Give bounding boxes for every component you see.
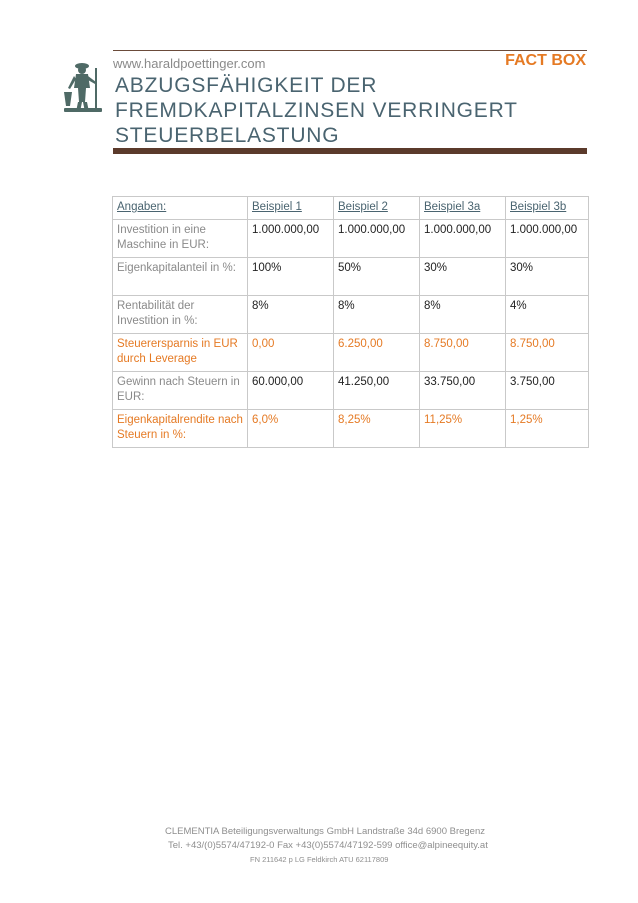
table-cell: 1.000.000,00 (420, 220, 506, 258)
table-cell: 1.000.000,00 (334, 220, 420, 258)
table-cell: 8% (420, 296, 506, 334)
table-cell: 8,25% (334, 410, 420, 448)
table-cell: 30% (506, 258, 589, 296)
table-cell: 6,0% (248, 410, 334, 448)
website-link[interactable]: www.haraldpoettinger.com (113, 56, 266, 71)
table-cell: 3.750,00 (506, 372, 589, 410)
table-cell: 8% (248, 296, 334, 334)
title-underline-bar (113, 148, 587, 154)
column-header-angaben: Angaben: (113, 197, 248, 220)
table-cell: 1.000.000,00 (506, 220, 589, 258)
column-header-beispiel-1: Beispiel 1 (248, 197, 334, 220)
table-cell: 6.250,00 (334, 334, 420, 372)
table-cell: 50% (334, 258, 420, 296)
table-cell: 33.750,00 (420, 372, 506, 410)
page-title (115, 73, 585, 148)
table-cell: 8.750,00 (506, 334, 589, 372)
row-label: Rentabilität der Investition in %: (113, 296, 248, 334)
title-line-3: STEUERBELASTUNG (115, 124, 340, 147)
row-label: Investition in eine Maschine in EUR: (113, 220, 248, 258)
row-label: Gewinn nach Steuern in EUR: (113, 372, 248, 410)
footer-contact: Tel. +43/(0)5574/47192-0 Fax +43(0)5574/47192-599 office@alpineequity.at (168, 840, 488, 851)
table-row-rentabilitaet (113, 296, 589, 334)
table-row-investition (113, 220, 589, 258)
table-row-eigenkapitalrendite (113, 410, 589, 448)
table-cell: 1.000.000,00 (248, 220, 334, 258)
table-cell: 11,25% (420, 410, 506, 448)
table-cell: 0,00 (248, 334, 334, 372)
row-label: Eigenkapitalanteil in %: (113, 258, 248, 296)
table-cell: 4% (506, 296, 589, 334)
fact-box-badge: FACT BOX (505, 52, 586, 69)
column-header-beispiel-3b: Beispiel 3b (506, 197, 589, 220)
footer-company-address: CLEMENTIA Beteiligungsverwaltungs GmbH Landstraße 34d 6900 Bregenz (165, 826, 486, 837)
table-header-row (113, 197, 589, 220)
title-line-1: ABZUGSFÄHIGKEIT DER (115, 74, 378, 97)
column-header-beispiel-2: Beispiel 2 (334, 197, 420, 220)
table-row-gewinn (113, 372, 589, 410)
table-cell: 8.750,00 (420, 334, 506, 372)
column-header-beispiel-3a: Beispiel 3a (420, 197, 506, 220)
table-row-steuerersparnis (113, 334, 589, 372)
header-rule (113, 50, 587, 51)
table-cell: 1,25% (506, 410, 589, 448)
table-cell: 30% (420, 258, 506, 296)
footer-registration: FN 211642 p LG Feldkirch ATU 62117809 (250, 855, 389, 864)
table-row-eigenkapitalanteil (113, 258, 589, 296)
table-cell: 41.250,00 (334, 372, 420, 410)
row-label: Eigenkapitalrendite nach Steuern in %: (113, 410, 248, 448)
table-cell: 8% (334, 296, 420, 334)
comparison-table (112, 196, 589, 448)
title-line-2: FREMDKAPITALZINSEN VERRINGERT (115, 99, 518, 122)
table-cell: 100% (248, 258, 334, 296)
row-label: Steuerersparnis in EUR durch Leverage (113, 334, 248, 372)
farmer-figure-icon (60, 58, 106, 114)
table-cell: 60.000,00 (248, 372, 334, 410)
